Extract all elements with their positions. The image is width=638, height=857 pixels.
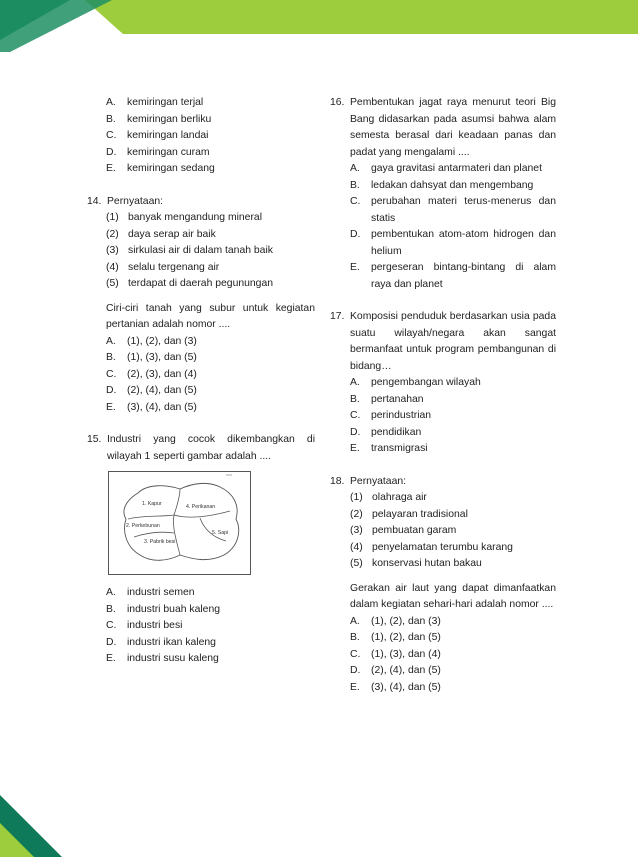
question-stem: Industri yang cocok dikembangkan di wilayah 1 seperti gambar adalah .... xyxy=(107,434,315,462)
question-18 xyxy=(330,474,556,697)
map-label-2: 2. Perkebunan xyxy=(126,523,160,529)
option-c: C. perindustrian xyxy=(350,410,432,421)
option-d: D. kemiringan curam xyxy=(106,146,210,158)
question-14 xyxy=(87,194,315,417)
statement: (4) selalu tergenang air xyxy=(106,261,220,273)
option-e: E. transmigrasi xyxy=(350,443,428,454)
question-stem: Komposisi penduduk berdasarkan usia pada suatu wilayah/negara akan sangat bermanfaat untuk program pembangunan di bidang… xyxy=(350,311,556,372)
option-b: B. industri buah kaleng xyxy=(106,603,221,615)
question-prompt: Gerakan air laut yang dapat dimanfaatkan dalam kegiatan sehari-hari adalah nomor .... xyxy=(350,582,556,610)
question-prompt: Ciri-ciri tanah yang subur untuk kegiatan pertanian adalah nomor .... xyxy=(106,302,315,330)
footer-corner-light xyxy=(0,823,34,857)
question-number: 15. xyxy=(87,434,102,445)
option-e: E. (3), (4), dan (5) xyxy=(350,681,441,693)
question-number: 14. xyxy=(87,195,102,207)
statement: (1) olahraga air xyxy=(350,492,427,503)
option-d: D. (2), (4), dan (5) xyxy=(350,665,441,676)
option-a: A. gaya gravitasi antarmateri dan planet xyxy=(350,163,542,174)
option-b: B. ledakan dahsyat dan mengembang xyxy=(350,179,534,191)
map-label-1: 1. Kapur xyxy=(142,501,162,507)
option-d: D. (2), (4), dan (5) xyxy=(106,385,197,396)
option-e: E. kemiringan sedang xyxy=(106,163,215,174)
option-c: C. kemiringan landai xyxy=(106,130,209,141)
option-d: D. pendidikan xyxy=(350,426,422,438)
option-e: E. pergeseran bintang-bintang di alam raya dan planet xyxy=(350,262,556,290)
footer-corner-dark xyxy=(0,795,62,857)
header-band-light xyxy=(85,0,638,34)
statement: (3) sirkulasi air di dalam tanah baik xyxy=(106,245,273,256)
question-16 xyxy=(330,95,556,293)
question-number: 18. xyxy=(330,475,345,487)
map-label-3: 3. Pabrik besi xyxy=(144,539,176,545)
option-b: B. (1), (2), dan (5) xyxy=(350,632,441,643)
option-a: A. (1), (2), dan (3) xyxy=(350,615,441,627)
q13-options xyxy=(87,95,315,178)
option-c: C. perubahan materi terus-menerus dan statis xyxy=(350,196,556,224)
option-b: B. kemiringan berliku xyxy=(106,113,212,125)
option-b: B. pertanahan xyxy=(350,393,424,405)
statement: (2) pelayaran tradisional xyxy=(350,508,468,520)
option-b: B. (1), (3), dan (5) xyxy=(106,352,197,363)
statement: (1) banyak mengandung mineral xyxy=(106,212,263,223)
option-c: C. (2), (3), dan (4) xyxy=(106,368,197,380)
question-stem: Pembentukan jagat raya menurut teori Big Bang didasarkan pada asumsi bahwa alam semesta berasal dari keadaan panas dan padat yang mengalami .... xyxy=(350,97,556,158)
map-label-5: 5. Sapi xyxy=(212,530,229,536)
question-stem: Pernyataan: xyxy=(107,195,164,207)
right-column xyxy=(330,95,556,696)
statement: (4) penyelamatan terumbu karang xyxy=(350,541,513,553)
statement: (2) daya serap air baik xyxy=(106,228,216,240)
option-d: D. industri ikan kaleng xyxy=(106,636,216,648)
option-e: E. industri susu kaleng xyxy=(106,653,219,664)
question-17 xyxy=(330,309,556,458)
option-e: E. (3), (4), dan (5) xyxy=(106,401,197,413)
left-column xyxy=(87,95,315,668)
option-a: A. kemiringan terjal xyxy=(106,97,204,108)
statement: (5) konservasi hutan bakau xyxy=(350,558,482,569)
option-a: A. (1), (2), dan (3) xyxy=(106,335,197,347)
header-band-dark xyxy=(0,0,70,40)
region-map-figure xyxy=(108,471,251,575)
map-label-4: 4. Perikanan xyxy=(186,504,216,510)
question-number: 16. xyxy=(330,97,345,108)
question-15 xyxy=(87,432,315,668)
option-c: C. (1), (3), dan (4) xyxy=(350,648,441,660)
option-d: D. pembentukan atom-atom hidrogen dan helium xyxy=(350,229,556,257)
statement: (5) terdapat di daerah pegunungan xyxy=(106,278,274,289)
option-a: A. pengembangan wilayah xyxy=(350,377,481,388)
option-c: C. industri besi xyxy=(106,620,183,631)
question-stem: Pernyataan: xyxy=(350,475,407,487)
option-a: A. industri semen xyxy=(106,587,195,598)
statement: (3) pembuatan garam xyxy=(350,525,457,536)
question-number: 17. xyxy=(330,311,345,322)
header-band-mid xyxy=(0,0,112,52)
